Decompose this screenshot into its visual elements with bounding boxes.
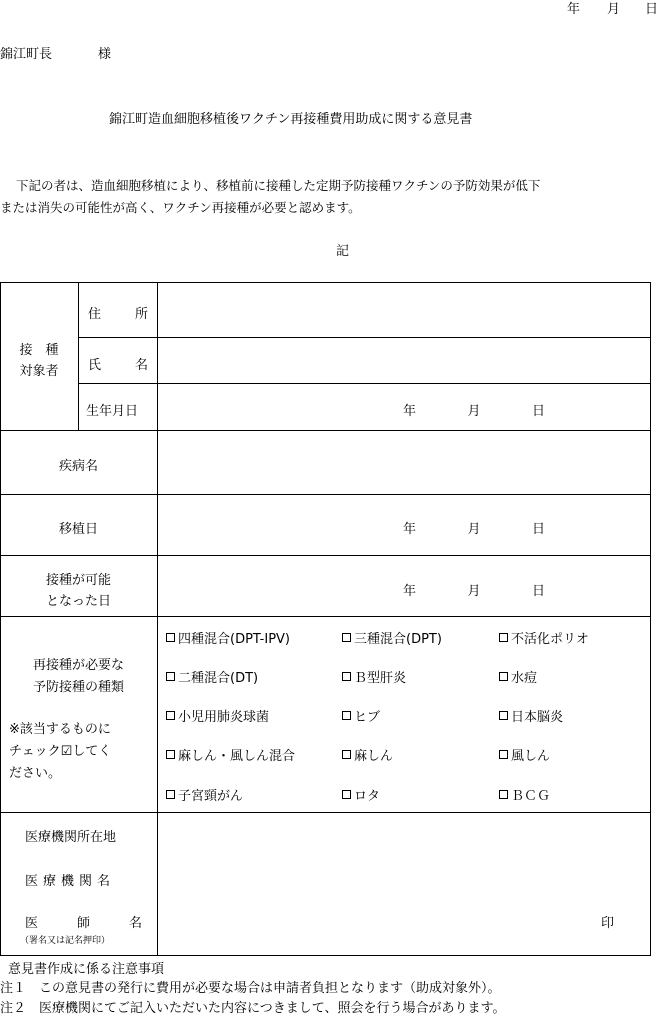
checkbox-icon[interactable] [499, 750, 508, 759]
checkbox-icon[interactable] [499, 790, 508, 799]
document-title: 錦江町造血細胞移植後ワクチン再接種費用助成に関する意見書 [109, 112, 473, 127]
addressee-name: 錦江町長 [0, 47, 53, 62]
vaccine-label: 三種混合(DPT) [354, 632, 442, 647]
vaccine-label: Ｂ型肝炎 [354, 671, 407, 686]
dob-date: 年 月 日 [403, 404, 545, 419]
issue-date-year: 年 [567, 2, 581, 17]
institution-name-label: 医療機関名 [25, 874, 116, 889]
intro-line-1: 下記の者は、造血細胞移植により、移植前に接種した定期予防接種ワクチンの予防効果が低下 [16, 178, 541, 193]
vaccine-checkbox-item[interactable] [166, 628, 290, 647]
vaccine-label: 麻しん [354, 749, 394, 764]
vaccine-checkbox-item[interactable] [499, 667, 537, 686]
seal-mark: 印 [601, 916, 615, 931]
institution-address-label: 医療機関所在地 [25, 830, 117, 845]
dob-label: 生年月日 [86, 404, 139, 419]
transplant-date-label: 移植日 [58, 522, 98, 537]
subject-label-line-2: 対象者 [19, 364, 59, 379]
intro-line-2: または消失の可能性が高く、ワクチン再接種が必要と認めます。 [0, 200, 361, 215]
note-1: 注１ この意見書の発行に費用が必要な場合は申請者負担となります（助成対象外）。 [0, 981, 501, 996]
vaccine-label: 小児用肺炎球菌 [178, 710, 270, 725]
vaccine-checkbox-item[interactable] [342, 785, 380, 804]
vaccine-checkbox-item[interactable] [166, 667, 258, 686]
vaccine-label: 子宮頸がん [178, 789, 244, 804]
ki-heading: 記 [336, 244, 350, 259]
checkbox-icon[interactable] [166, 711, 175, 720]
checkbox-icon[interactable] [342, 750, 351, 759]
possible-date-label-line-2: となった日 [45, 594, 111, 609]
vaccine-checkbox-item[interactable] [342, 745, 393, 764]
vaccine-note-line-2: チェック☑してく [9, 744, 112, 759]
address-label: 住 所 [88, 307, 148, 322]
issue-date-day: 日 [645, 2, 658, 17]
checkbox-icon[interactable] [342, 633, 351, 642]
vaccine-note-line-1: ※該当するものに [9, 722, 111, 737]
checkbox-icon[interactable] [166, 750, 175, 759]
doctor-label: 医師名 [25, 916, 182, 931]
vaccine-checkbox-item[interactable] [342, 628, 442, 647]
vaccine-label: 不活化ポリオ [511, 632, 589, 647]
possible-date-label-line-1: 接種が可能 [45, 573, 111, 588]
checkbox-icon[interactable] [166, 672, 175, 681]
issue-date-month: 月 [607, 2, 621, 17]
checkbox-icon[interactable] [342, 790, 351, 799]
notes-heading: 意見書作成に係る注意事項 [8, 962, 165, 977]
vaccine-checkbox-item[interactable] [499, 628, 589, 647]
addressee-suffix: 様 [98, 47, 112, 62]
checkbox-icon[interactable] [342, 672, 351, 681]
vaccine-checkbox-item[interactable] [166, 745, 295, 764]
vaccine-checkbox-item[interactable] [166, 785, 243, 804]
vaccine-label: ヒブ [354, 710, 381, 725]
checkbox-icon[interactable] [342, 711, 351, 720]
checkbox-icon[interactable] [499, 633, 508, 642]
vaccine-checkbox-item[interactable] [499, 785, 550, 804]
possible-date: 年 月 日 [403, 584, 545, 599]
checkbox-icon[interactable] [499, 711, 508, 720]
vaccine-label: 風しん [511, 749, 551, 764]
transplant-date: 年 月 日 [403, 522, 545, 537]
vaccine-checkbox-item[interactable] [166, 706, 269, 725]
checkbox-icon[interactable] [166, 633, 175, 642]
vaccine-note-line-3: ださい。 [9, 766, 62, 781]
vaccine-label: 水痘 [511, 671, 538, 686]
vaccine-label: ＢＣＧ [511, 789, 551, 804]
vaccine-label-line-1: 再接種が必要な [32, 658, 124, 673]
vaccine-checkbox-item[interactable] [499, 745, 550, 764]
vaccine-label: 二種混合(DT) [178, 671, 259, 686]
note-2: 注２ 医療機関にてご記入いただいた内容につきまして、照会を行う場合があります。 [0, 1001, 506, 1016]
vaccine-label: 麻しん・風しん混合 [178, 749, 296, 764]
vaccine-label: 四種混合(DPT-IPV) [178, 632, 290, 647]
name-label: 氏 名 [88, 358, 148, 373]
vaccine-checkbox-item[interactable] [342, 667, 406, 686]
vaccine-label: 日本脳炎 [511, 710, 564, 725]
vaccine-checkbox-item[interactable] [499, 706, 563, 725]
vaccine-label: ロタ [354, 789, 381, 804]
checkbox-icon[interactable] [499, 672, 508, 681]
vaccine-label-line-2: 予防接種の種類 [32, 680, 124, 695]
vaccine-checkbox-item[interactable] [342, 706, 380, 725]
doctor-signature-note: （署名又は記名押印） [20, 936, 111, 946]
subject-label-line-1: 接 種 [19, 343, 59, 358]
checkbox-icon[interactable] [166, 790, 175, 799]
disease-label: 疾病名 [58, 459, 98, 474]
